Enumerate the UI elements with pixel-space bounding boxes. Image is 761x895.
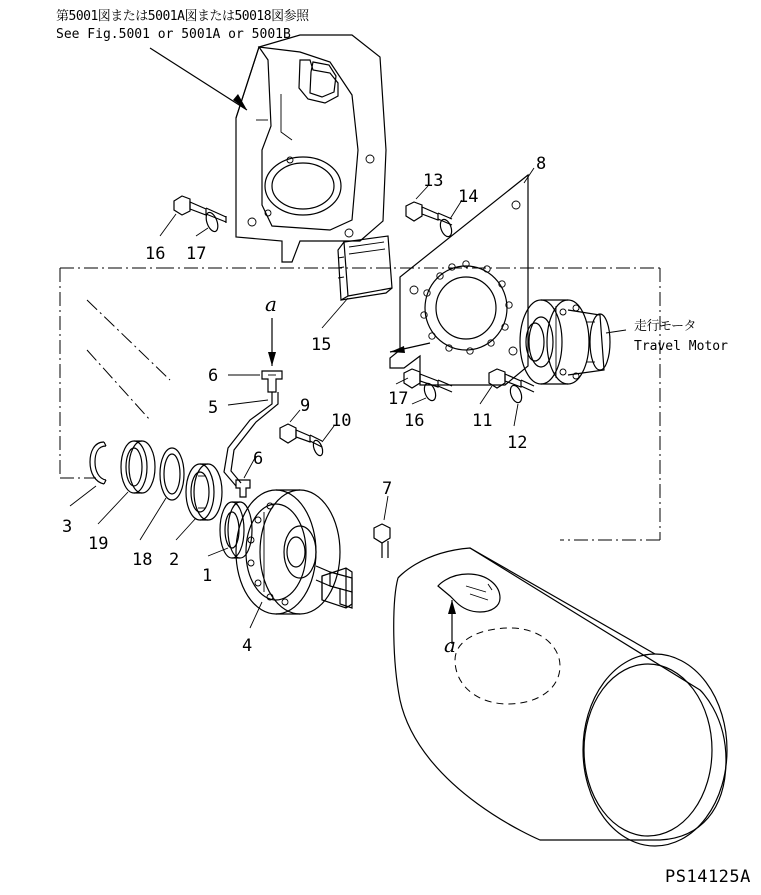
part-18-ring <box>160 448 184 500</box>
title-note-japanese: 第5001図または5001A図または50018図参照 <box>56 9 309 24</box>
callout-16-left: 16 <box>145 244 166 264</box>
washer-17-left <box>204 211 220 233</box>
part-19-seal <box>121 441 155 493</box>
part-6-fitting-lower <box>236 480 250 497</box>
callout-10: 10 <box>331 411 352 431</box>
callout-12: 12 <box>507 433 528 453</box>
callout-7: 7 <box>382 479 393 499</box>
detail-frame <box>60 268 660 540</box>
bolt-16-center <box>404 369 452 392</box>
plate-arrow-leader <box>390 343 430 353</box>
part-4-hub <box>236 490 352 614</box>
bolt-11 <box>489 369 534 392</box>
callout-2: 2 <box>169 550 180 570</box>
part-2-bearing <box>186 464 222 520</box>
drawing-number: PS14125A <box>665 867 751 887</box>
callout-1: 1 <box>202 566 213 586</box>
part-6-fitting-upper <box>262 371 282 392</box>
title-note-english: See Fig.5001 or 5001A or 5001B <box>56 27 291 42</box>
callout-17-center: 17 <box>388 389 409 409</box>
section-mark-label-drum: a <box>444 633 456 657</box>
callout-19: 19 <box>88 534 109 554</box>
bolt-16-left <box>174 196 226 223</box>
callout-9: 9 <box>300 396 311 416</box>
drum-shell <box>322 548 727 846</box>
callout-16-center: 16 <box>404 411 425 431</box>
travel-motor-english: Travel Motor <box>634 339 728 354</box>
part-7-bolt <box>374 524 390 558</box>
part-9-bolt <box>280 424 322 447</box>
bolt-13 <box>406 202 452 225</box>
callout-13: 13 <box>423 171 444 191</box>
callout-15: 15 <box>311 335 332 355</box>
section-mark-label-upper: a <box>265 292 277 316</box>
callout-8: 8 <box>536 154 547 174</box>
callout-14: 14 <box>458 187 479 207</box>
callout-3: 3 <box>62 517 73 537</box>
travel-motor <box>520 300 610 384</box>
title-note-leader <box>150 48 247 110</box>
travel-motor-japanese: 走行モータ <box>634 319 696 334</box>
washer-14 <box>438 218 454 238</box>
section-mark-a-upper <box>268 318 276 366</box>
callout-4: 4 <box>242 636 253 656</box>
callout-18: 18 <box>132 550 153 570</box>
callout-6-lower: 6 <box>253 449 264 469</box>
callout-6-upper: 6 <box>208 366 219 386</box>
callout-5: 5 <box>208 398 219 418</box>
callout-17-left: 17 <box>186 244 207 264</box>
mounting-bracket-part <box>236 35 386 262</box>
part-5-tube <box>224 392 278 486</box>
callout-11: 11 <box>472 411 493 431</box>
